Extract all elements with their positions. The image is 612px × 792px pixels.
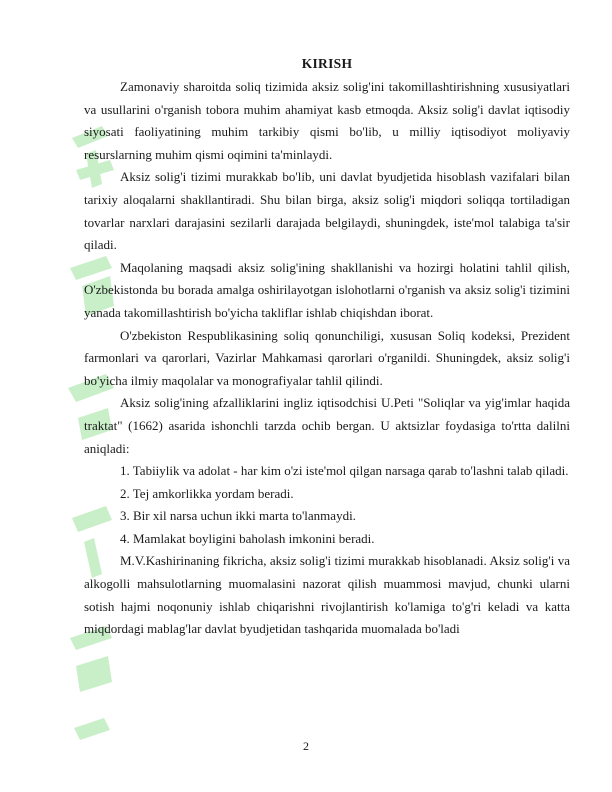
list-item: 3. Bir xil narsa uchun ikki marta to'lanmaydi. — [120, 508, 356, 524]
paragraph: Aksiz solig'i tizimi murakkab bo'lib, uni davlat byudjetida hisoblash vazifalari bilan tarixiy aloqalarni shakllantiradi. Shu bilan birga, aksiz solig'i miqdori soliqqa tortiladigan tovarlar narxlari darajasini sezilarli darajada belgilaydi, shuningdek, iste'mol talabiga ta'sir qiladi. — [84, 169, 570, 253]
page-number: 2 — [303, 739, 309, 753]
paragraph: Maqolaning maqsadi aksiz solig'ining shakllanishi va hozirgi holatini tahlil qilish, O'zbekistonda bu borada amalga oshirilayotgan islohotlarni o'rganish va aksiz solig'i tizimini yanada takomillashtirish bo'yicha takliflar ishlab chiqishdan iborat. — [84, 259, 570, 320]
document-title: KIRISH — [301, 56, 353, 71]
list-item: 4. Mamlakat boyligini baholash imkonini beradi. — [120, 530, 375, 546]
paragraph: Aksiz solig'ining afzalliklarini ingliz iqtisodchisi U.Peti "Soliqlar va yig'imlar haqida traktat" (1662) asarida ishonchli tarzda ochib bergan. U aktsizlar foydasiga to'rtta dalilni aniqladi: — [84, 395, 570, 456]
document-body — [84, 56, 570, 641]
paragraph: M.V.Kashirinaning fikricha, aksiz solig'i tizimi murakkab hisoblanadi. Aksiz solig'i va alkogolli mahsulotlarning muomalasini nazorat qilish muammosi mavjud, chunki ularni sotish hajmi noqonuniy ishlab chiqarishni rivojlantirish ko'lamiga to'g'ri keladi va katta miqdordagi mablag'lar davlat byudjetidan tashqarida muomalada bo'ladi — [84, 553, 570, 637]
paragraph: Zamonaviy sharoitda soliq tizimida aksiz solig'ini takomillashtirishning xususiyatlari va usullarini o'rganish tobora muhim ahamiyat kasb etmoqda. Aksiz solig'i davlat iqtisodiy siyosati faoliyatining muhim tarkibiy qismi bo'lib, u milliy iqtisodiyot moliyaviy resurslarning muhim qismi oqimini ta'minlaydi. — [84, 79, 570, 162]
list-item: 1. Tabiiylik va adolat - har kim o'zi iste'mol qilgan narsaga qarab to'lashni talab qiladi. — [120, 463, 569, 479]
paragraph: O'zbekiston Respublikasining soliq qonunchiligi, xususan Soliq kodeksi, Prezident farmonlari va qarorlari, Vazirlar Mahkamasi qarorlari o'rganildi. Shuningdek, aksiz solig'i bo'yicha ilmiy maqolalar va monografiyalar tahlil qilindi. — [84, 327, 570, 388]
list-item: 2. Tej amkorlikka yordam beradi. — [120, 485, 294, 501]
